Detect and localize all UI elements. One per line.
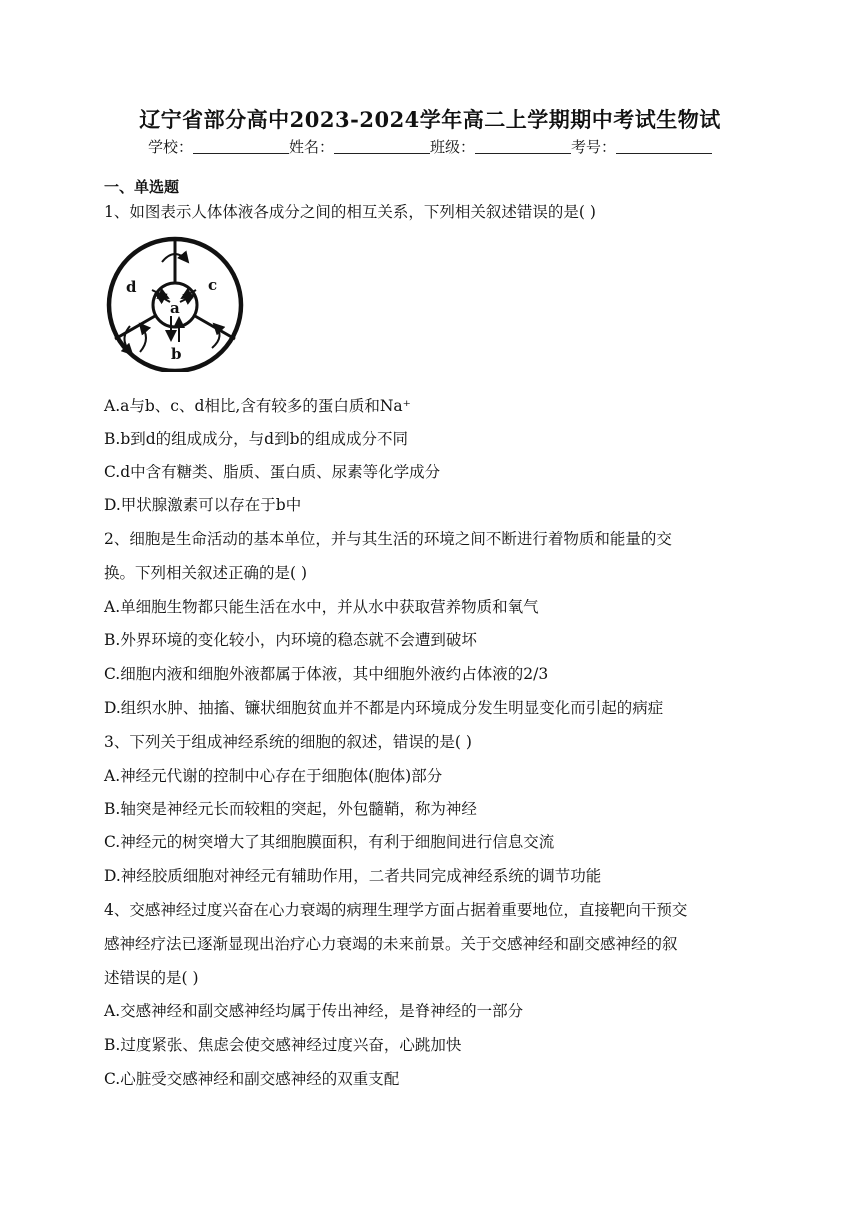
- school-blank: [193, 139, 289, 154]
- question-1-option-d: D.甲状腺激素可以存在于b中: [104, 496, 302, 514]
- question-2-stem-line-1: 2、细胞是生命活动的基本单位，并与其生活的环境之间不断进行着物质和能量的交: [104, 530, 672, 548]
- question-2-option-d: D.组织水肿、抽搐、镰状细胞贫血并不都是内环境成分发生明显变化而引起的病症: [104, 699, 664, 717]
- question-4-stem-line-3: 述错误的是( ): [104, 969, 199, 987]
- exam-title: 辽宁省部分高中2023-2024学年高二上学期期中考试生物试: [139, 107, 721, 132]
- question-2-option-c: C.细胞内液和细胞外液都属于体液，其中细胞外液约占体液的2/3: [104, 665, 549, 683]
- question-3-option-d: D.神经胶质细胞对神经元有辅助作用，二者共同完成神经系统的调节功能: [104, 867, 602, 885]
- class-label: 班级：: [430, 138, 476, 156]
- divider-left: [115, 316, 155, 339]
- question-2-option-a: A.单细胞生物都只能生活在水中，并从水中获取营养物质和氧气: [104, 598, 539, 616]
- number-label: 考号：: [571, 138, 617, 156]
- body-fluid-diagram: [100, 232, 250, 372]
- question-4-stem-line-1: 4、交感神经过度兴奋在心力衰竭的病理生理学方面占据着重要地位，直接靶向干预交: [104, 901, 688, 919]
- question-1-stem: 1、如图表示人体体液各成分之间的相互关系，下列相关叙述错误的是( ): [104, 203, 596, 221]
- label-a: a: [170, 299, 180, 317]
- class-blank: [475, 139, 571, 154]
- question-4-option-a: A.交感神经和副交感神经均属于传出神经，是脊神经的一部分: [104, 1002, 524, 1020]
- school-label: 学校：: [147, 138, 193, 156]
- question-1-option-b: B.b到d的组成成分，与d到b的组成成分不同: [104, 430, 409, 448]
- question-3-option-c: C.神经元的树突增大了其细胞膜面积，有利于细胞间进行信息交流: [104, 833, 555, 851]
- question-4-option-c: C.心脏受交感神经和副交感神经的双重支配: [104, 1070, 400, 1088]
- question-2-option-b: B.外界环境的变化较小，内环境的稳态就不会遭到破坏: [104, 631, 477, 649]
- question-2-stem-line-2: 换。下列相关叙述正确的是( ): [104, 564, 308, 582]
- label-c: c: [208, 276, 218, 294]
- label-b: b: [171, 345, 182, 363]
- question-3-option-b: B.轴突是神经元长而较粗的突起，外包髓鞘，称为神经: [104, 800, 477, 818]
- section-title: 一、单选题: [104, 178, 180, 196]
- name-label: 姓名：: [288, 138, 334, 156]
- question-4-stem-line-2: 感神经疗法已逐渐显现出治疗心力衰竭的未来前景。关于交感神经和副交感神经的叙: [104, 935, 678, 953]
- question-3-stem: 3、下列关于组成神经系统的细胞的叙述，错误的是( ): [104, 733, 472, 751]
- number-blank: [616, 139, 712, 154]
- question-4-option-b: B.过度紧张、焦虑会使交感神经过度兴奋，心跳加快: [104, 1036, 462, 1054]
- student-info-line: [0, 136, 860, 157]
- divider-right: [195, 316, 235, 339]
- label-d: d: [126, 278, 137, 296]
- question-1-option-a: A.a与b、c、d相比,含有较多的蛋白质和Na⁺: [104, 397, 411, 415]
- question-1-option-c: C.d中含有糖类、脂质、蛋白质、尿素等化学成分: [104, 463, 441, 481]
- name-blank: [334, 139, 430, 154]
- question-3-option-a: A.神经元代谢的控制中心存在于细胞体(胞体)部分: [104, 767, 443, 785]
